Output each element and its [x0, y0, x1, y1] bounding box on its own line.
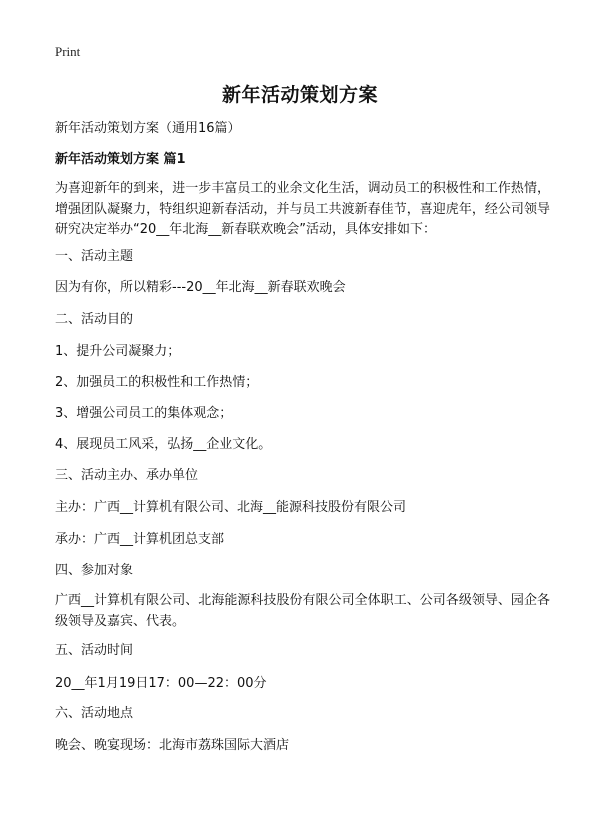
section-heading: 新年活动策划方案 篇1 [55, 152, 186, 167]
purpose-heading: 二、活动目的 [55, 312, 134, 327]
venue-text: 晚会、晚宴现场：北海市荔珠国际大酒店 [55, 738, 290, 753]
participants-heading: 四、参加对象 [55, 563, 134, 578]
document-subtitle: 新年活动策划方案（通用16篇） [55, 121, 241, 136]
organizer-heading: 三、活动主办、承办单位 [55, 468, 199, 483]
purpose-item: 4、展现员工风采，弘扬__企业文化。 [55, 437, 272, 452]
venue-heading: 六、活动地点 [55, 706, 134, 721]
purpose-item: 2、加强员工的积极性和工作热情； [55, 375, 259, 390]
purpose-item: 3、增强公司员工的集体观念； [55, 406, 233, 421]
participants-text: 广西__计算机有限公司、北海能源科技股份有限公司全体职工、公司各级领导、园企各级领导及嘉宾、代表。 [55, 593, 550, 629]
time-heading: 五、活动时间 [55, 643, 134, 658]
print-label: Print [55, 44, 81, 59]
theme-text: 因为有你，所以精彩---20__年北海__新春联欢晚会 [55, 280, 346, 295]
theme-heading: 一、活动主题 [55, 249, 134, 264]
time-text: 20__年1月19日17：00—22：00分 [55, 676, 267, 691]
organizer-text: 承办：广西__计算机团总支部 [55, 532, 225, 547]
host-text: 主办：广西__计算机有限公司、北海__能源科技股份有限公司 [55, 500, 407, 515]
purpose-item: 1、提升公司凝聚力； [55, 344, 181, 359]
page-title: 新年活动策划方案 [221, 84, 378, 106]
intro-paragraph: 为喜迎新年的到来，进一步丰富员工的业余文化生活，调动员工的积极性和工作热情，增强团队凝聚力，特组织迎新春活动，并与员工共渡新春佳节，喜迎虎年，经公司领导研究决定举办“20__年北海__新春联欢晚会”活动，具体安排如下： [55, 181, 550, 237]
